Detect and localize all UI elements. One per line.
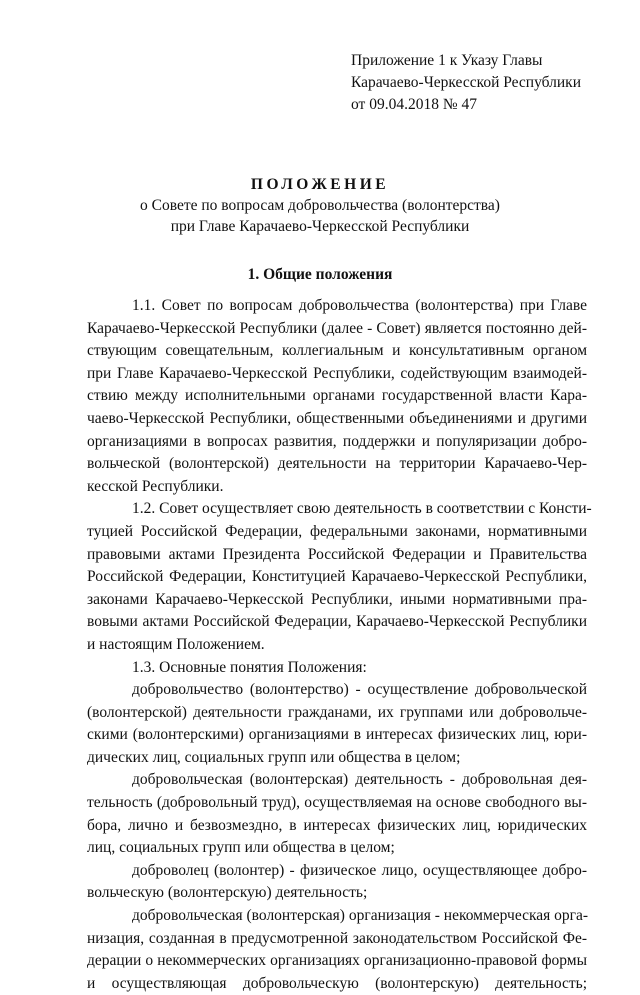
header-appendix-line: Приложение 1 к Указу Главы bbox=[351, 52, 543, 69]
document-title: ПОЛОЖЕНИЕ bbox=[250, 176, 390, 193]
header-republic-line: Карачаево-Черкесской Республики bbox=[351, 74, 581, 91]
document-subtitle bbox=[0, 195, 640, 237]
body-line: доброволец (волонтер) - физическое лицо, осуществляющее добро- bbox=[132, 861, 587, 879]
body-line: при Главе Карачаево-Черкесской Республики, содействующим взаимодей- bbox=[87, 364, 587, 382]
body-line: добровольческая (волонтерская) организация - некоммерческая орга- bbox=[132, 907, 589, 925]
subtitle-line: о Совете по вопросам добровольчества (волонтерства) bbox=[140, 197, 500, 214]
body-line: вольческую (волонтерскую) деятельность; bbox=[87, 884, 368, 902]
document-header bbox=[351, 50, 581, 116]
body-line: добровольческая (волонтерская) деятельность - добровольная дея- bbox=[132, 771, 587, 789]
body-line: лиц, социальных групп или общества в целом; bbox=[87, 839, 395, 857]
body-line: ствию между исполнительными органами государственной власти Кара- bbox=[87, 387, 587, 405]
body-line: 1.1. Совет по вопросам добровольчества (волонтерства) при Главе bbox=[132, 297, 587, 314]
body-line: чаево-Черкесской Республики, общественными объединениями и другими bbox=[87, 409, 587, 427]
body-line: (волонтерской) деятельности гражданами, их группами или добровольче- bbox=[87, 703, 587, 721]
body-line: туцией Российской Федерации, федеральными законами, нормативными bbox=[87, 522, 587, 540]
body-line: законами Карачаево-Черкесской Республики, иными нормативными пра- bbox=[87, 590, 587, 608]
body-line: и осуществляющая добровольческую (волонтерскую) деятельность; bbox=[87, 974, 587, 992]
body-line: тельность (добровольный труд), осуществляемая на основе свободного вы- bbox=[87, 794, 587, 812]
header-date-line: от 09.04.2018 № 47 bbox=[351, 96, 477, 113]
body-line: вольческой (волонтерской) деятельности на территории Карачаево-Чер- bbox=[87, 455, 587, 473]
body-line: кесской Республики. bbox=[87, 477, 224, 495]
body-line: 1.3. Основные понятия Положения: bbox=[132, 658, 367, 676]
body-line: добровольчество (волонтерство) - осуществление добровольческой bbox=[132, 681, 587, 699]
body-line: организациями в вопросах развития, поддержки и популяризации добро- bbox=[87, 432, 587, 450]
body-line: дерации о некоммерческих организациях организационно-правовой формы bbox=[87, 952, 587, 970]
body-line: вовыми актами Российской Федерации, Карачаево-Черкесской Республики bbox=[87, 613, 587, 631]
section-heading: 1. Общие положения bbox=[247, 266, 393, 283]
body-line: низация, созданная в предусмотренной законодательством Российской Фе- bbox=[87, 929, 587, 947]
body-line: дических лиц, социальных групп или общества в целом; bbox=[87, 748, 461, 766]
body-line: бора, лично и безвозмездно, в интересах физических лиц, юридических bbox=[87, 816, 587, 834]
body-line: и настоящим Положением. bbox=[87, 635, 265, 653]
body-line: Карачаево-Черкесской Республики (далее - Совет) является постоянно дей- bbox=[87, 319, 587, 337]
body-line: скими (волонтерскими) организациями в интересах физических лиц, юри- bbox=[87, 726, 587, 744]
body-line: 1.2. Совет осуществляет свою деятельность в соответствии с Консти- bbox=[132, 500, 592, 518]
subtitle-line: при Главе Карачаево-Черкесской Республики bbox=[170, 218, 470, 235]
body-line: правовыми актами Президента Российской Федерации и Правительства bbox=[87, 545, 587, 563]
body-text bbox=[87, 295, 592, 995]
body-line: Российской Федерации, Конституцией Карачаево-Черкесской Республики, bbox=[87, 568, 587, 586]
body-line: ствующим совещательным, коллегиальным и консультативным органом bbox=[87, 342, 587, 360]
